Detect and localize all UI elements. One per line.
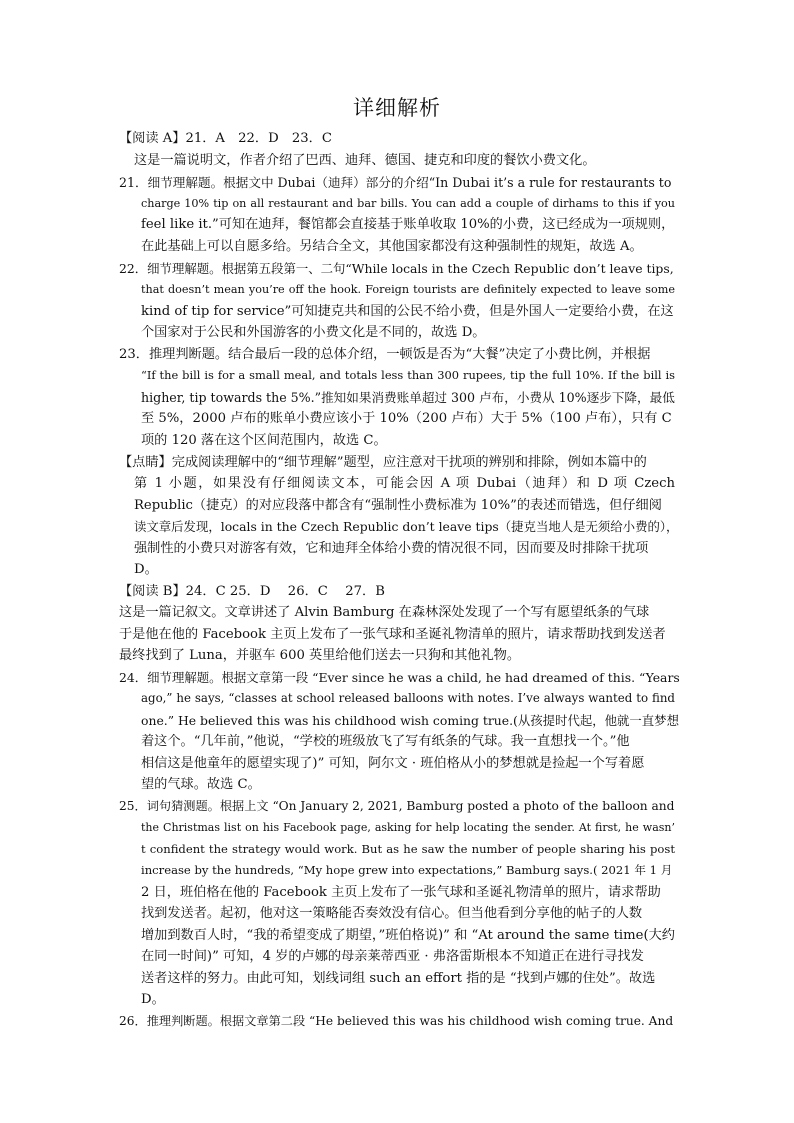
q25-line-9: 送者这样的努力。由此可知，划线词组 such an effort 指的是 “找到卢娜的住处”。故选: [141, 971, 656, 986]
q25-line-8: 在同一时间)” 可知，4 岁的卢娜的母亲莱蒂西亚 · 弗洛雷斯根本不知道正在进行寻找发: [141, 949, 644, 964]
q24-line-5: 相信这是他童年的愿望实现了)” 可知，阿尔文 · 班伯格从小的梦想就是捡起一个写着愿: [141, 756, 645, 771]
q24-line-6: 望的气球。故选 C。: [141, 777, 261, 792]
section-b-summary-3: 最终找到了 Luna，并驱车 600 英里给他们送去一只狗和其他礼物。: [119, 648, 521, 663]
q25-line-10: D。: [141, 992, 165, 1007]
q23-line-4: 至 5%，2000 卢布的账单小费应该小于 10%（200 卢布）大于 5%（100 卢布），只有 C: [141, 411, 672, 426]
q24-line-1: 24．细节理解题。根据文章第一段 “Ever since he was a child, he had dreamed of this. “Years: [119, 670, 680, 685]
q24-line-4: 着这个。“几年前，”他说，“学校的班级放飞了写有纸条的气球。我一直想找一个。”他: [141, 734, 630, 749]
tip-line-5: 强制性的小费只对游客有效，它和迪拜全体给小费的情况很不同，因而要及时排除干扰项: [134, 541, 649, 556]
q24-line-2: ago,” he says, “classes at school released balloons with notes. I’ve always wanted to find: [141, 691, 675, 705]
section-b-summary-1: 这是一篇记叙文。文章讲述了 Alvin Bamburg 在森林深处发现了一个写有愿望纸条的气球: [119, 605, 650, 620]
q25-line-3: t confident the strategy would work. But as he saw the number of people sharing his post: [141, 842, 675, 856]
tip-line-1: 【点睛】完成阅读理解中的“细节理解”题型，应注意对干扰项的辨别和排除，例如本篇中的: [119, 455, 647, 470]
q21-line-3: feel like it.”可知在迪拜，餐馆都会直接基于账单收取 10%的小费，这已经成为一项规则，: [141, 217, 675, 232]
q25-line-4: increase by the hundreds, “My hope grew into expectations,” Bamburg says.( 2021 年 1 月: [141, 863, 673, 877]
q21-line-4: 在此基础上可以自愿多给。另结合全文，其他国家都没有这种强制性的规矩，故选 A。: [141, 239, 643, 254]
tip-line-6: D。: [134, 562, 158, 577]
q25-line-1: 25．词句猜测题。根据上文 “On January 2, 2021, Bamburg posted a photo of the balloon and: [119, 799, 675, 813]
q23-line-3: higher, tip towards the 5%.”推知如果消费账单超过 300 卢布，小费从 10%逐步下降，最低: [141, 390, 675, 405]
q25-line-2: the Christmas list on his Facebook page, asking for help locating the sender. At first, he wasn’: [141, 821, 675, 834]
q25-line-6: 找到发送者。起初，他对这一策略能否奏效没有信心。但当他看到分享他的帖子的人数: [141, 906, 643, 921]
q23-line-2: “If the bill is for a small meal, and totals less than 300 rupees, tip the full 10%. If the bill is: [141, 368, 675, 382]
q25-line-5: 2 日，班伯格在他的 Facebook 主页上发布了一张气球和圣诞礼物清单的照片，请求帮助: [141, 885, 661, 900]
q23-line-5: 项的 120 落在这个区间范围内，故选 C。: [141, 433, 387, 448]
q25-line-7: 增加到数百人时，“我的希望变成了期望，”班伯格说)” 和 “At around the same time(大约: [141, 928, 675, 943]
q22-line-2: that doesn’t mean you’re off the hook. Foreign tourists are definitely expected to leave some: [141, 283, 675, 296]
q22-line-3: kind of tip for service”可知捷克共和国的公民不给小费，但是外国人一定要给小费，在这: [141, 304, 674, 319]
page-title: 详细解析: [353, 96, 441, 120]
section-a-summary: 这是一篇说明文，作者介绍了巴西、迪拜、德国、捷克和印度的餐饮小费文化。: [134, 153, 596, 168]
q26-line-1: 26．推理判断题。根据文章第二段 “He believed this was his childhood wish coming true. And: [119, 1014, 674, 1028]
tip-line-2: 第 1 小题，如果没有仔细阅读文本，可能会因 A 项 Dubai（迪拜）和 D 项 Czech: [134, 476, 675, 491]
q21-line-1: 21．细节理解题。根据文中 Dubai（迪拜）部分的介绍“In Dubai it’s a rule for restaurants to: [119, 175, 672, 190]
q21-line-2: charge 10% tip on all restaurant and bar bills. You can add a couple of dirhams to this if you: [141, 197, 675, 210]
tip-line-3: Republic（捷克）的对应段落中都含有“强制性小费标准为 10%”的表述而错选，但仔细阅: [134, 498, 662, 513]
section-b-summary-2: 于是他在他的 Facebook 主页上发布了一张气球和圣诞礼物清单的照片，请求帮助找到发送者: [119, 627, 666, 642]
q24-line-3: one.” He believed this was his childhood wish coming true.(从孩提时代起，他就一直梦想: [141, 713, 679, 728]
q22-line-1: 22．细节理解题。根据第五段第一、二句“While locals in the Czech Republic don’t leave tips,: [119, 261, 674, 276]
q22-line-4: 个国家对于公民和外国游客的小费文化是不同的，故选 D。: [141, 325, 486, 340]
section-b-answers: 【阅读 B】24．C 25．D 26．C 27．B: [119, 584, 385, 599]
section-a-answers: 【阅读 A】21．A 22．D 23．C: [119, 131, 332, 146]
q23-line-1: 23．推理判断题。结合最后一段的总体介绍，一顿饭是否为“大餐”决定了小费比例，并根据: [119, 347, 651, 362]
tip-line-4: 读文章后发现，locals in the Czech Republic don’t leave tips（捷克当地人是无须给小费的），: [134, 519, 679, 534]
